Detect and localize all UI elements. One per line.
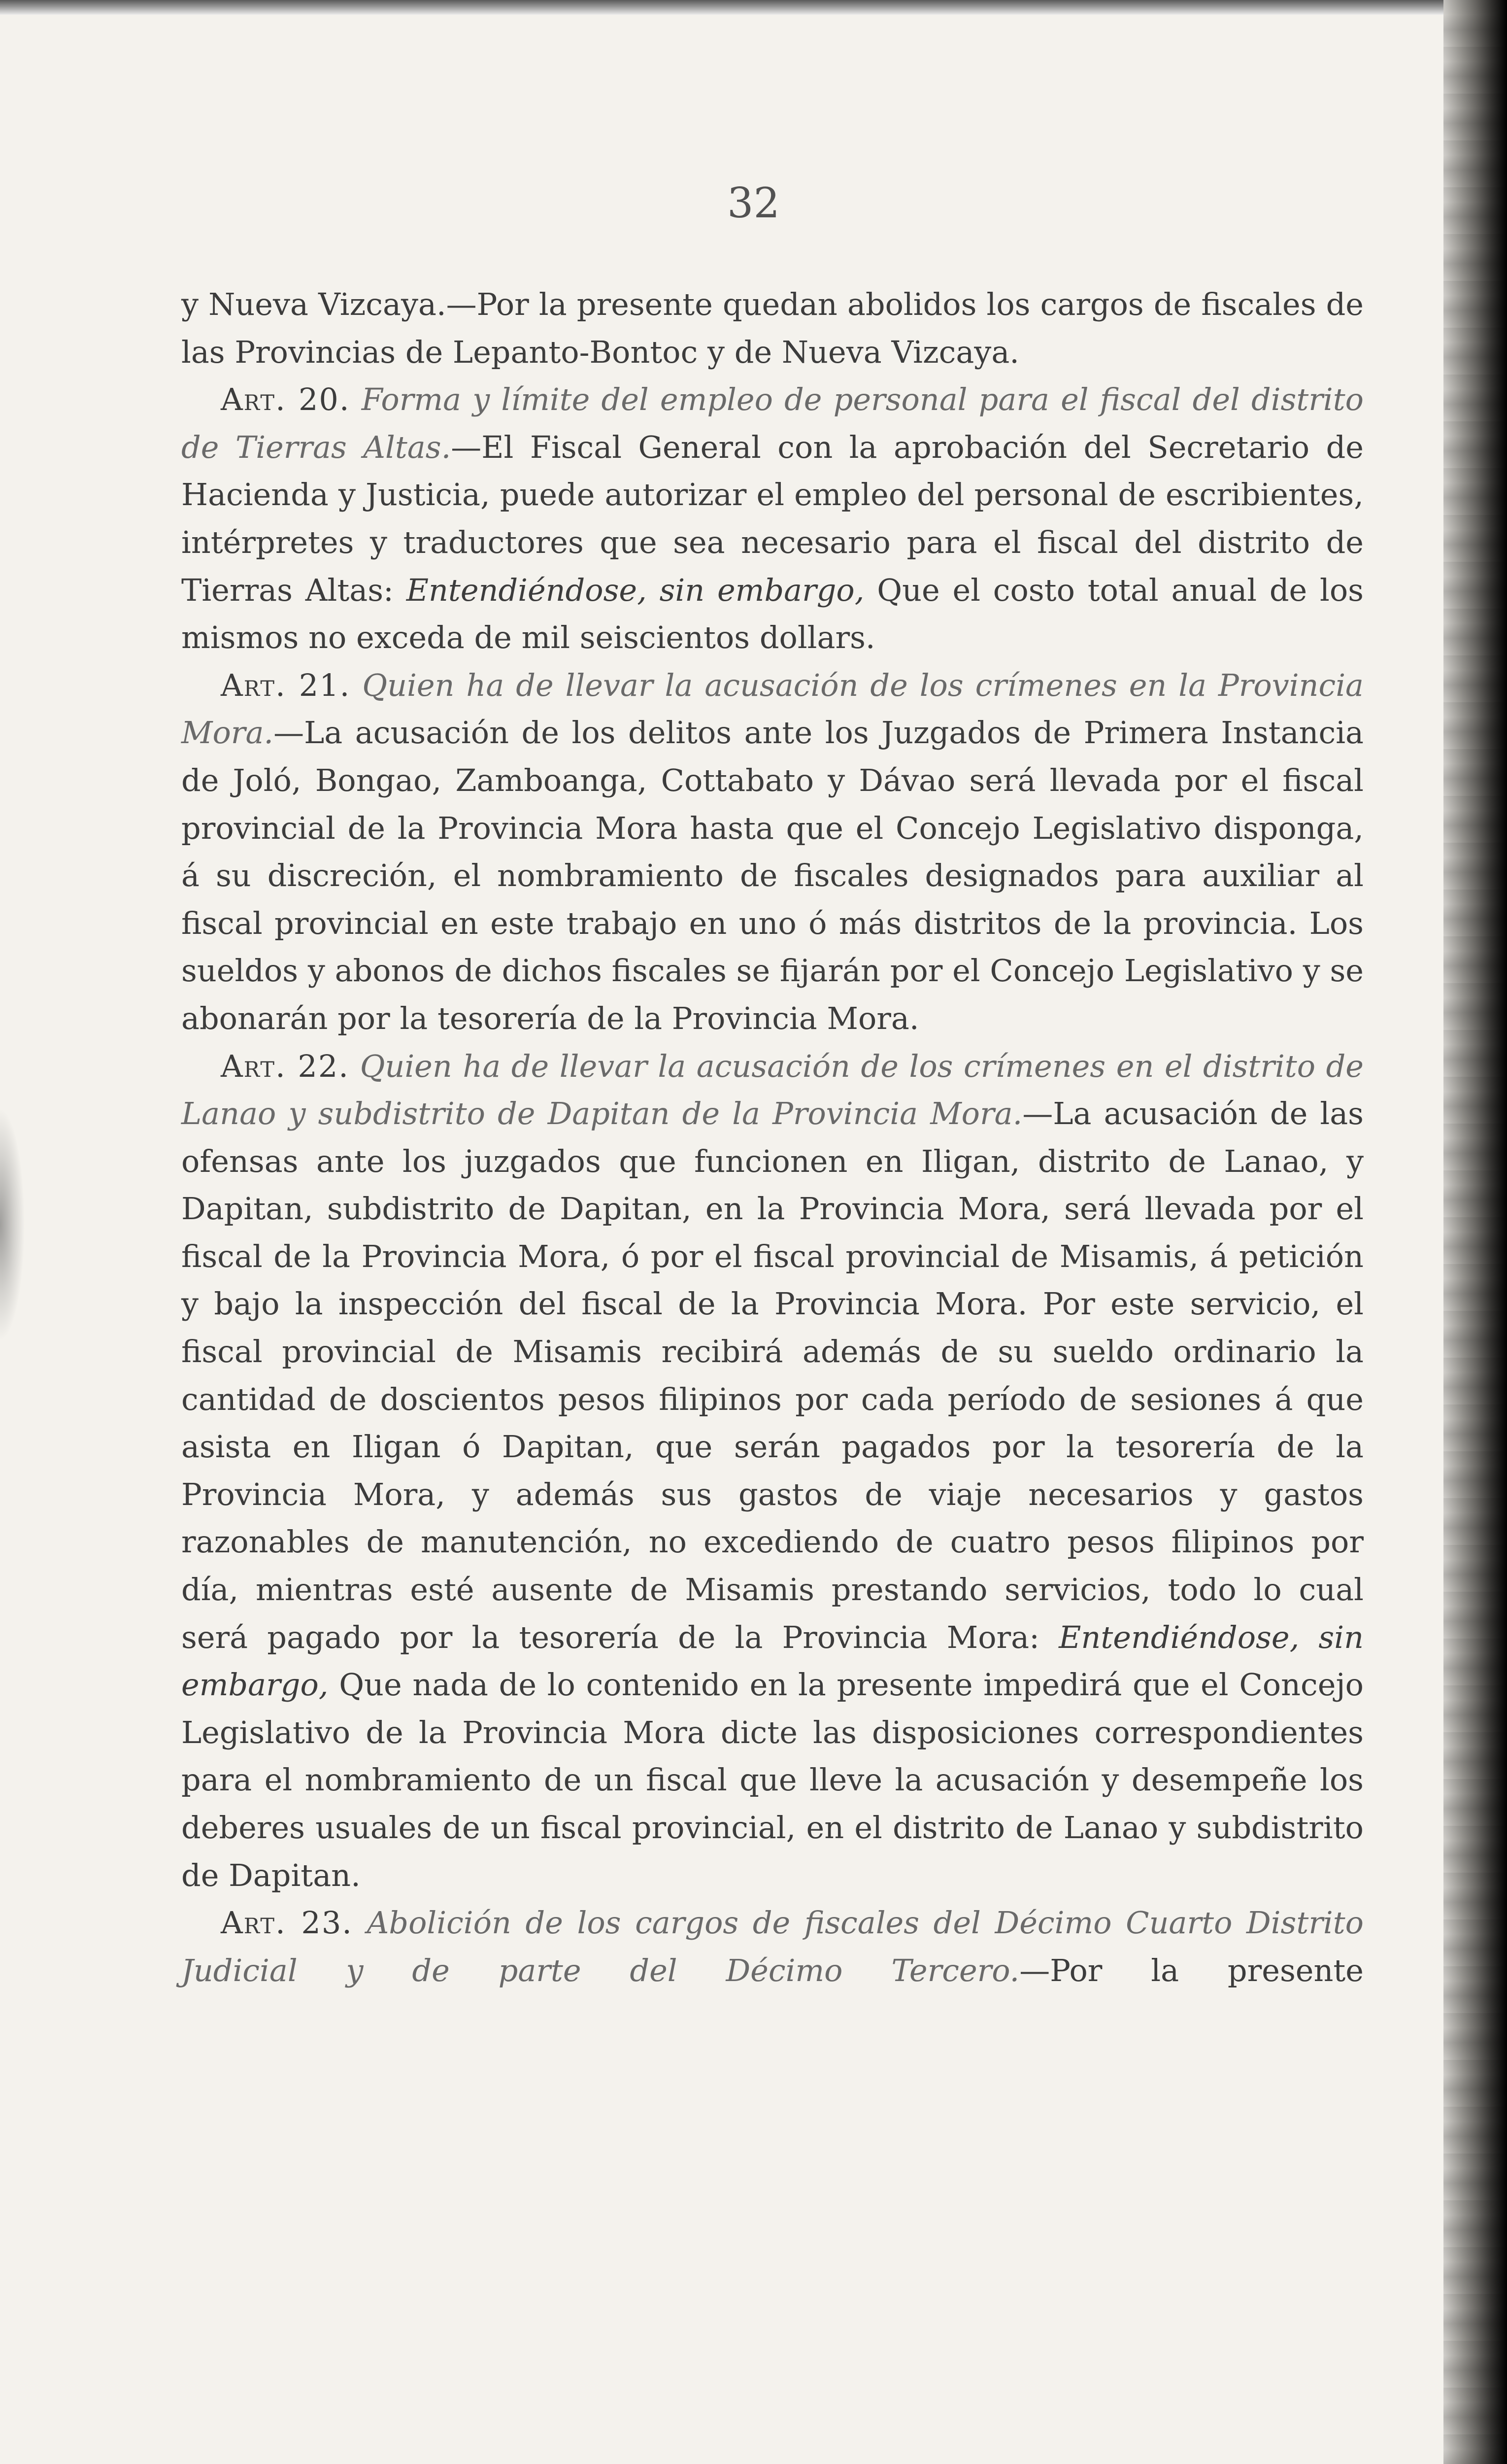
article-23 [181, 1899, 1364, 1994]
article-body: —Por la presente [1019, 1952, 1364, 1988]
article-body: —El Fiscal General con la aprobación del Secretario de Hacienda y Justicia, puede autorizar el empleo del personal de escribientes, intérpretes y traductores que sea necesario para el fiscal del distrito de Tierras Altas: [181, 429, 1364, 608]
intro-text: y Nueva Vizcaya.—Por la presente quedan abolidos los cargos de fiscales de las Provincias de Lepanto-Bontoc y de Nueva Vizcaya. [181, 286, 1364, 370]
article-heading: Forma y límite del empleo de personal para el fiscal del distrito de Tierras Altas. [181, 381, 1364, 465]
article-heading: Quien ha de llevar la acusación de los crímenes en la Provincia Mora. [181, 667, 1364, 751]
document-body [181, 281, 1364, 1994]
article-label: Art. 23. [221, 1905, 353, 1941]
article-label: Art. 22. [221, 1048, 349, 1084]
article-label: Art. 21. [221, 667, 351, 703]
intro-paragraph [181, 281, 1364, 376]
page-number: 32 [727, 179, 780, 227]
article-label: Art. 20. [221, 381, 350, 418]
article-20 [181, 376, 1364, 662]
article-heading: Quien ha de llevar la acusación de los crímenes en el distrito de Lanao y subdistrito de Dapitan de la Provincia Mora. [181, 1048, 1364, 1132]
article-body-continued: Que el costo total anual de los mismos no exceda de mil seiscientos dollars. [181, 572, 1364, 656]
article-body-continued: Que nada de lo contenido en la presente impedirá que el Concejo Legislativo de la Provincia Mora dicte las disposiciones correspondientes para el nombramiento de un fiscal que lleve la acusación y desempeñe los deberes usuales de un fiscal provincial, en el distrito de Lanao y subdistrito de Dapitan. [181, 1667, 1364, 1893]
article-body: —La acusación de las ofensas ante los juzgados que funcionen en Iligan, distrito de Lanao, y Dapitan, subdistrito de Dapitan, en la Provincia Mora, será llevada por el fiscal de la Provincia Mora, ó por el fiscal provincial de Misamis, á petición y bajo la inspección del fiscal de la Provincia Mora. Por este servicio, el fiscal provincial de Misamis recibirá además de su sueldo ordinario la cantidad de doscientos pesos filipinos por cada período de sesiones á que asista en Iligan ó Dapitan, que serán pagados por la tesorería de la Provincia Mora, y además sus gastos de viaje necesarios y gastos razonables de manutención, no excediendo de cuatro pesos filipinos por día, mientras esté ausente de Misamis prestando servicios, todo lo cual será pagado por la tesorería de la Provincia Mora: [181, 1095, 1364, 1655]
article-proviso: Entendiéndose, sin embargo, [406, 572, 865, 608]
article-proviso: Entendiéndose, sin embargo, [181, 1619, 1364, 1703]
top-border [0, 0, 1507, 15]
page-margin-marks [0, 1109, 25, 1340]
article-body: —La acusación de los delitos ante los Juzgados de Primera Instancia de Joló, Bongao, Zamboanga, Cottabato y Dávao será llevada por el fiscal provincial de la Provincia Mora hasta que el Concejo Legislativo disponga, á su discreción, el nombramiento de fiscales designados para auxiliar al fiscal provincial en este trabajo en uno ó más distritos de la provincia. Los sueldos y abonos de dichos fiscales se fijarán por el Concejo Legislativo y se abonarán por la tesorería de la Provincia Mora. [181, 715, 1364, 1036]
book-spine-edge [1443, 0, 1507, 2464]
article-22 [181, 1043, 1364, 1900]
article-heading: Abolición de los cargos de fiscales del Décimo Cuarto Distrito Judicial y de parte del Décimo Tercero. [181, 1905, 1364, 1988]
article-21 [181, 662, 1364, 1043]
